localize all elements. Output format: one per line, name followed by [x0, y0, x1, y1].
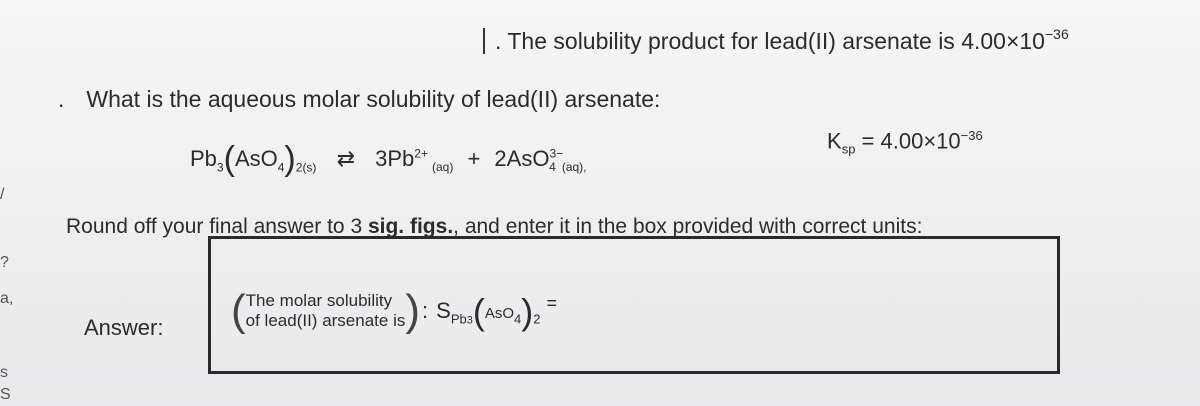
edge-mark: a,	[0, 290, 14, 307]
answer-prompt: (The molar solubility of lead(II) arsenate is): $S_{Pb3}(AsO_4)_2=$	[231, 291, 557, 333]
answer-box[interactable]	[208, 236, 1060, 374]
edge-mark: /	[0, 186, 5, 203]
answer-description: The molar solubility of lead(II) arsenate is	[245, 291, 406, 330]
question-header-exponent: −36	[1044, 26, 1069, 42]
equilibrium-arrow-icon: ⇄	[336, 146, 355, 171]
solubility-symbol: $S_{Pb3}(AsO_4)_2$	[436, 291, 541, 332]
edge-mark: ?	[0, 254, 9, 271]
equals-sign: =	[546, 293, 558, 313]
question-prompt: . What is the aqueous molar solubility of lead(II) arsenate:	[58, 86, 661, 112]
instruction-text: Round off your final answer to 3 sig. figs., and enter it in the box provided with correct units:	[66, 215, 923, 238]
divider	[483, 28, 485, 54]
question-prompt-text: What is the aqueous molar solubility of lead(II) arsenate:	[86, 86, 661, 112]
edge-mark: s	[0, 364, 8, 381]
ksp-value: $K_{sp} = 4.00\times 10^{-36}$	[827, 128, 983, 157]
dissolution-equation: $Pb_3(AsO_4)_{2(s)}$ ⇄ $3Pb^{2+}_{(aq)} + 2AsO^{3-}_4$ $_{(aq),}$	[190, 140, 587, 178]
edge-mark: S	[0, 386, 11, 403]
question-header: . The solubility product for lead(II) arsenate is $4.00\times 10^{-36}$	[483, 26, 1069, 55]
answer-label: Answer:	[84, 315, 164, 340]
question-header-text: The solubility product for lead(II) arsenate is 4.00×10	[507, 28, 1045, 54]
